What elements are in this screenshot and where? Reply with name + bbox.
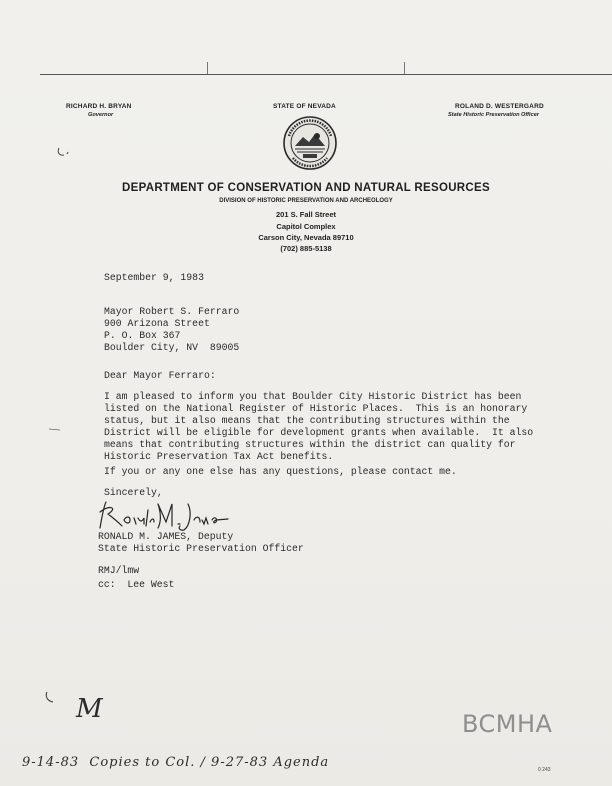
- division-name: DIVISION OF HISTORIC PRESERVATION AND ARCHEOLOGY: [219, 198, 393, 204]
- body-line-6: Historic Preservation Tax Act benefits.: [104, 451, 334, 462]
- closing-paragraph: If you or any one else has any questions, please contact me.: [104, 466, 457, 477]
- typist-initials: RMJ/lmw: [98, 565, 140, 576]
- handwritten-note: 9-14-83 Copies to Col. / 9-27-83 Agenda: [22, 755, 330, 770]
- recipient-line-4: Boulder City, NV 89005: [104, 342, 240, 353]
- body-line-2: listed on the National Register of Historic Places. This is an honorary: [104, 403, 528, 414]
- pen-hook-icon: [44, 690, 56, 704]
- handwritten-mark: M: [76, 694, 104, 724]
- archive-watermark: BCMHA: [462, 710, 553, 738]
- recipient-line-2: 900 Arizona Street: [104, 318, 210, 329]
- governor-name: RICHARD H. BRYAN: [66, 103, 132, 110]
- governor-title: Governor: [88, 112, 114, 118]
- address-line-1: 201 S. Fall Street: [275, 210, 337, 219]
- letter-date: September 9, 1983: [104, 272, 204, 283]
- signer-title: State Historic Preservation Officer: [98, 543, 304, 554]
- top-rule: [40, 74, 612, 75]
- recipient-line-1: Mayor Robert S. Ferraro: [104, 306, 240, 317]
- officer-title: State Historic Preservation Officer: [448, 112, 539, 118]
- recipient-line-3: P. O. Box 367: [104, 330, 181, 341]
- department-name: DEPARTMENT OF CONSERVATION AND NATURAL RESOURCES: [122, 182, 490, 194]
- address-line-2: Capitol Complex: [276, 222, 336, 231]
- state-name: STATE OF NEVADA: [273, 103, 336, 110]
- body-line-4: District will be eligible for development grants when available. It also: [104, 427, 534, 438]
- salutation: Dear Mayor Ferraro:: [104, 370, 216, 381]
- signer-name: RONALD M. JAMES, Deputy: [98, 531, 234, 542]
- signature: [92, 498, 232, 534]
- address-line-4: (702) 885-5138: [280, 244, 332, 253]
- margin-tick-icon: [48, 425, 62, 433]
- carbon-copy: cc: Lee West: [98, 579, 175, 590]
- closing: Sincerely,: [104, 487, 163, 498]
- body-line-5: means that contributing structures within the district can quality for: [104, 439, 516, 450]
- fold-mark-right: [404, 62, 405, 74]
- address-line-3: Carson City, Nevada 89710: [258, 233, 354, 242]
- pen-mark-icon: [56, 146, 70, 158]
- state-seal-icon: [283, 116, 337, 170]
- officer-name: ROLAND D. WESTERGARD: [455, 103, 544, 110]
- body-line-3: status, but it also means that the contributing structures within the: [104, 415, 510, 426]
- form-code: 0 243: [538, 767, 551, 773]
- fold-mark-left: [207, 62, 208, 74]
- body-line-1: I am pleased to inform you that Boulder City Historic District has been: [104, 391, 522, 402]
